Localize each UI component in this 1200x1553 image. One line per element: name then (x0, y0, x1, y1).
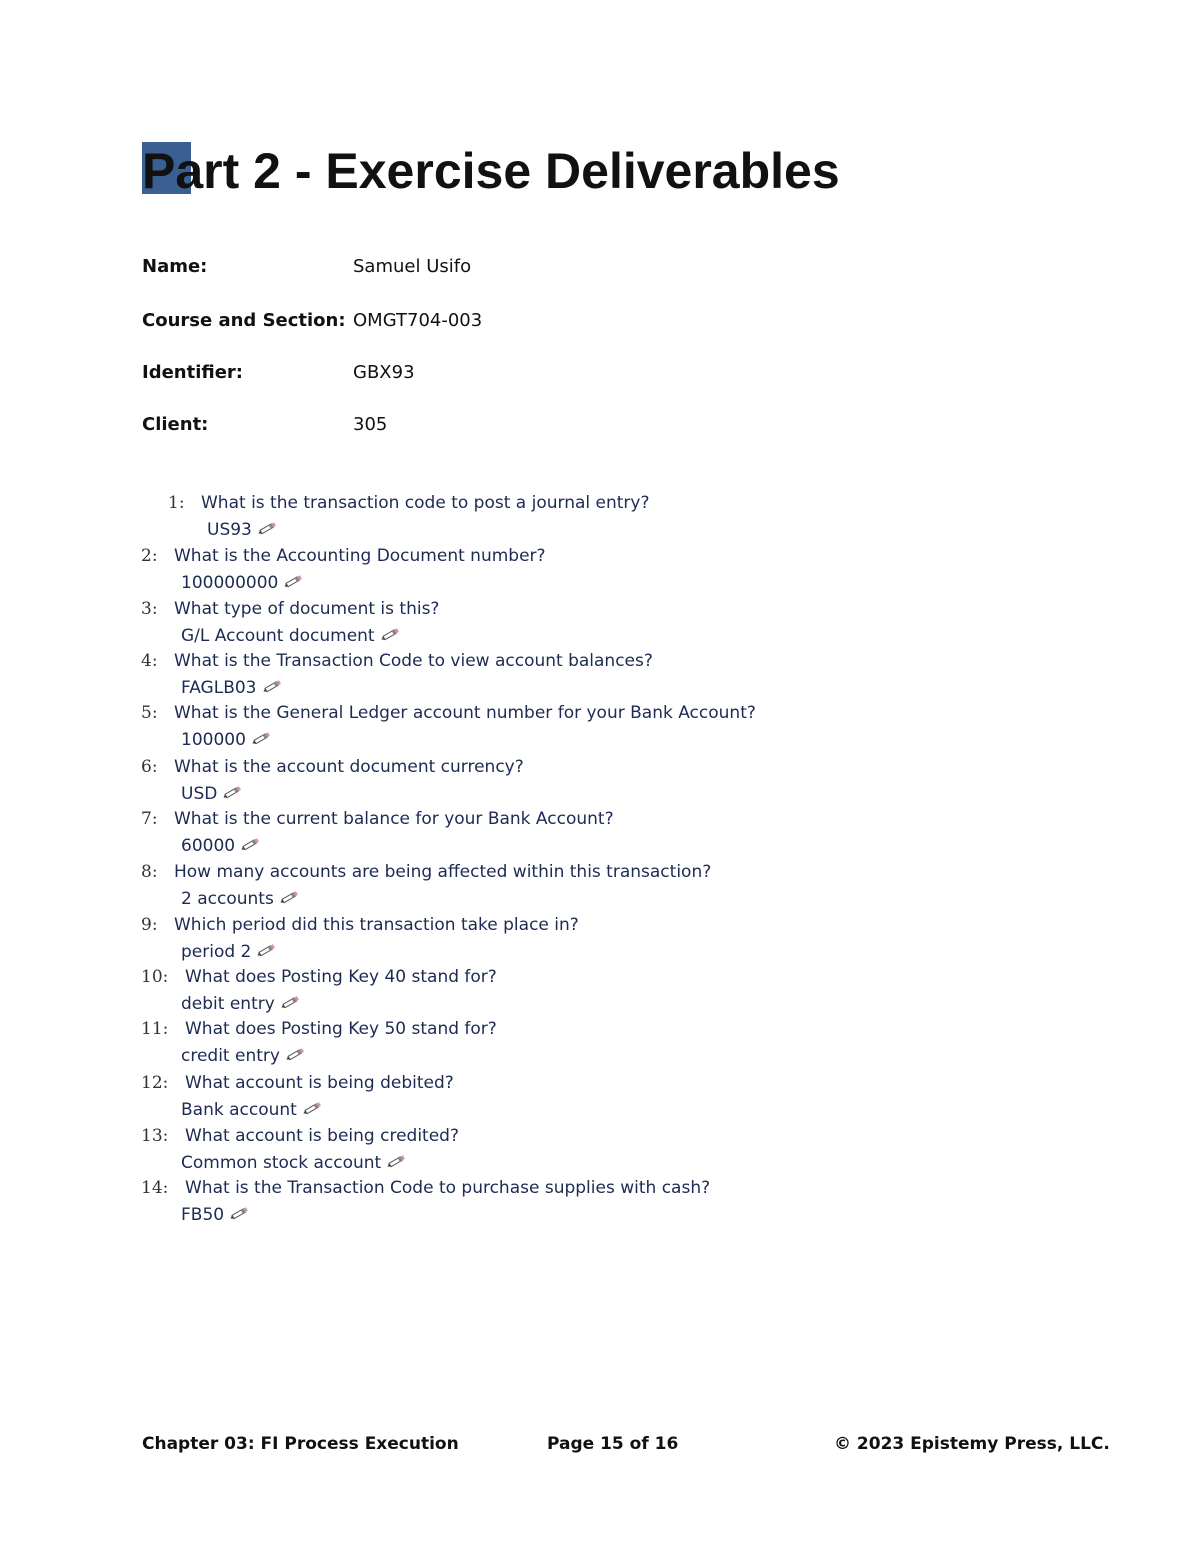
pencil-icon (284, 573, 304, 593)
answer (207, 520, 278, 540)
question-number: 6: (141, 757, 158, 777)
question-number: 2: (141, 546, 158, 566)
pencil-icon (303, 1100, 323, 1120)
pencil-icon (258, 520, 278, 540)
course-value: OMGT704-003 (353, 310, 483, 331)
pencil-icon (286, 1046, 306, 1066)
answer-text: FB50 (181, 1205, 225, 1225)
pencil-icon (230, 1205, 250, 1225)
answer-text: FAGLB03 (181, 678, 257, 698)
question-text: What does Posting Key 50 stand for? (185, 1019, 497, 1039)
name-value: Samuel Usifo (353, 256, 472, 277)
answer-text: 100000 (181, 730, 246, 750)
answer-text: USD (181, 784, 218, 804)
name-label: Name: (142, 256, 208, 277)
question-text: What is the transaction code to post a journal entry? (201, 493, 650, 513)
question-text: What is the account document currency? (174, 757, 524, 777)
page-title: Part 2 - Exercise Deliverables (142, 143, 840, 199)
answer (181, 784, 243, 804)
answer (181, 1153, 407, 1173)
course-label: Course and Section: (142, 310, 346, 331)
pencil-icon (280, 889, 300, 909)
answer (181, 1205, 250, 1225)
answer-text: 2 accounts (181, 889, 274, 909)
answer-text: debit entry (181, 994, 275, 1014)
answer-text: Common stock account (181, 1153, 382, 1173)
identifier-label: Identifier: (142, 362, 244, 383)
question-text: What type of document is this? (174, 599, 440, 619)
question-number: 7: (141, 809, 158, 829)
answer-text: 60000 (181, 836, 236, 856)
question-number: 11: (141, 1019, 169, 1039)
question-text: What is the Transaction Code to view account balances? (174, 651, 653, 671)
question-number: 10: (141, 967, 169, 987)
answer (181, 626, 401, 646)
pencil-icon (387, 1153, 407, 1173)
answer (181, 678, 283, 698)
question-number: 3: (141, 599, 158, 619)
answer-text: Bank account (181, 1100, 297, 1120)
footer-chapter: Chapter 03: FI Process Execution (142, 1434, 459, 1454)
answer (181, 730, 272, 750)
question-number: 12: (141, 1073, 169, 1093)
answer (181, 836, 261, 856)
answer-text: period 2 (181, 942, 252, 962)
question-text: What does Posting Key 40 stand for? (185, 967, 497, 987)
question-number: 14: (141, 1178, 169, 1198)
question-number: 4: (141, 651, 158, 671)
footer-page: Page 15 of 16 (547, 1434, 679, 1454)
pencil-icon (381, 626, 401, 646)
question-text: What is the Accounting Document number? (174, 546, 546, 566)
question-text: What is the current balance for your Bank Account? (174, 809, 614, 829)
question-text: How many accounts are being affected within this transaction? (174, 862, 712, 882)
question-text: What account is being debited? (185, 1073, 454, 1093)
pencil-icon (263, 678, 283, 698)
client-label: Client: (142, 414, 209, 435)
client-value: 305 (353, 414, 388, 435)
question-number: 8: (141, 862, 158, 882)
answer (181, 1100, 323, 1120)
pencil-icon (241, 836, 261, 856)
identifier-value: GBX93 (353, 362, 415, 383)
answer (181, 573, 304, 593)
pencil-icon (257, 942, 277, 962)
answer-text: credit entry (181, 1046, 280, 1066)
answer-text: G/L Account document (181, 626, 375, 646)
pencil-icon (252, 730, 272, 750)
question-number: 9: (141, 915, 158, 935)
answer (181, 994, 301, 1014)
question-number: 5: (141, 703, 158, 723)
question-number: 13: (141, 1126, 169, 1146)
pencil-icon (223, 784, 243, 804)
question-number: 1: (168, 493, 185, 513)
answer (181, 1046, 306, 1066)
pencil-icon (281, 994, 301, 1014)
footer-copyright: © 2023 Epistemy Press, LLC. (834, 1434, 1110, 1454)
answer-text: US93 (207, 520, 252, 540)
question-text: What is the General Ledger account number for your Bank Account? (174, 703, 756, 723)
answer (181, 942, 277, 962)
question-text: What account is being credited? (185, 1126, 460, 1146)
answer-text: 100000000 (181, 573, 279, 593)
answer (181, 889, 300, 909)
question-text: What is the Transaction Code to purchase supplies with cash? (185, 1178, 711, 1198)
question-text: Which period did this transaction take place in? (174, 915, 579, 935)
